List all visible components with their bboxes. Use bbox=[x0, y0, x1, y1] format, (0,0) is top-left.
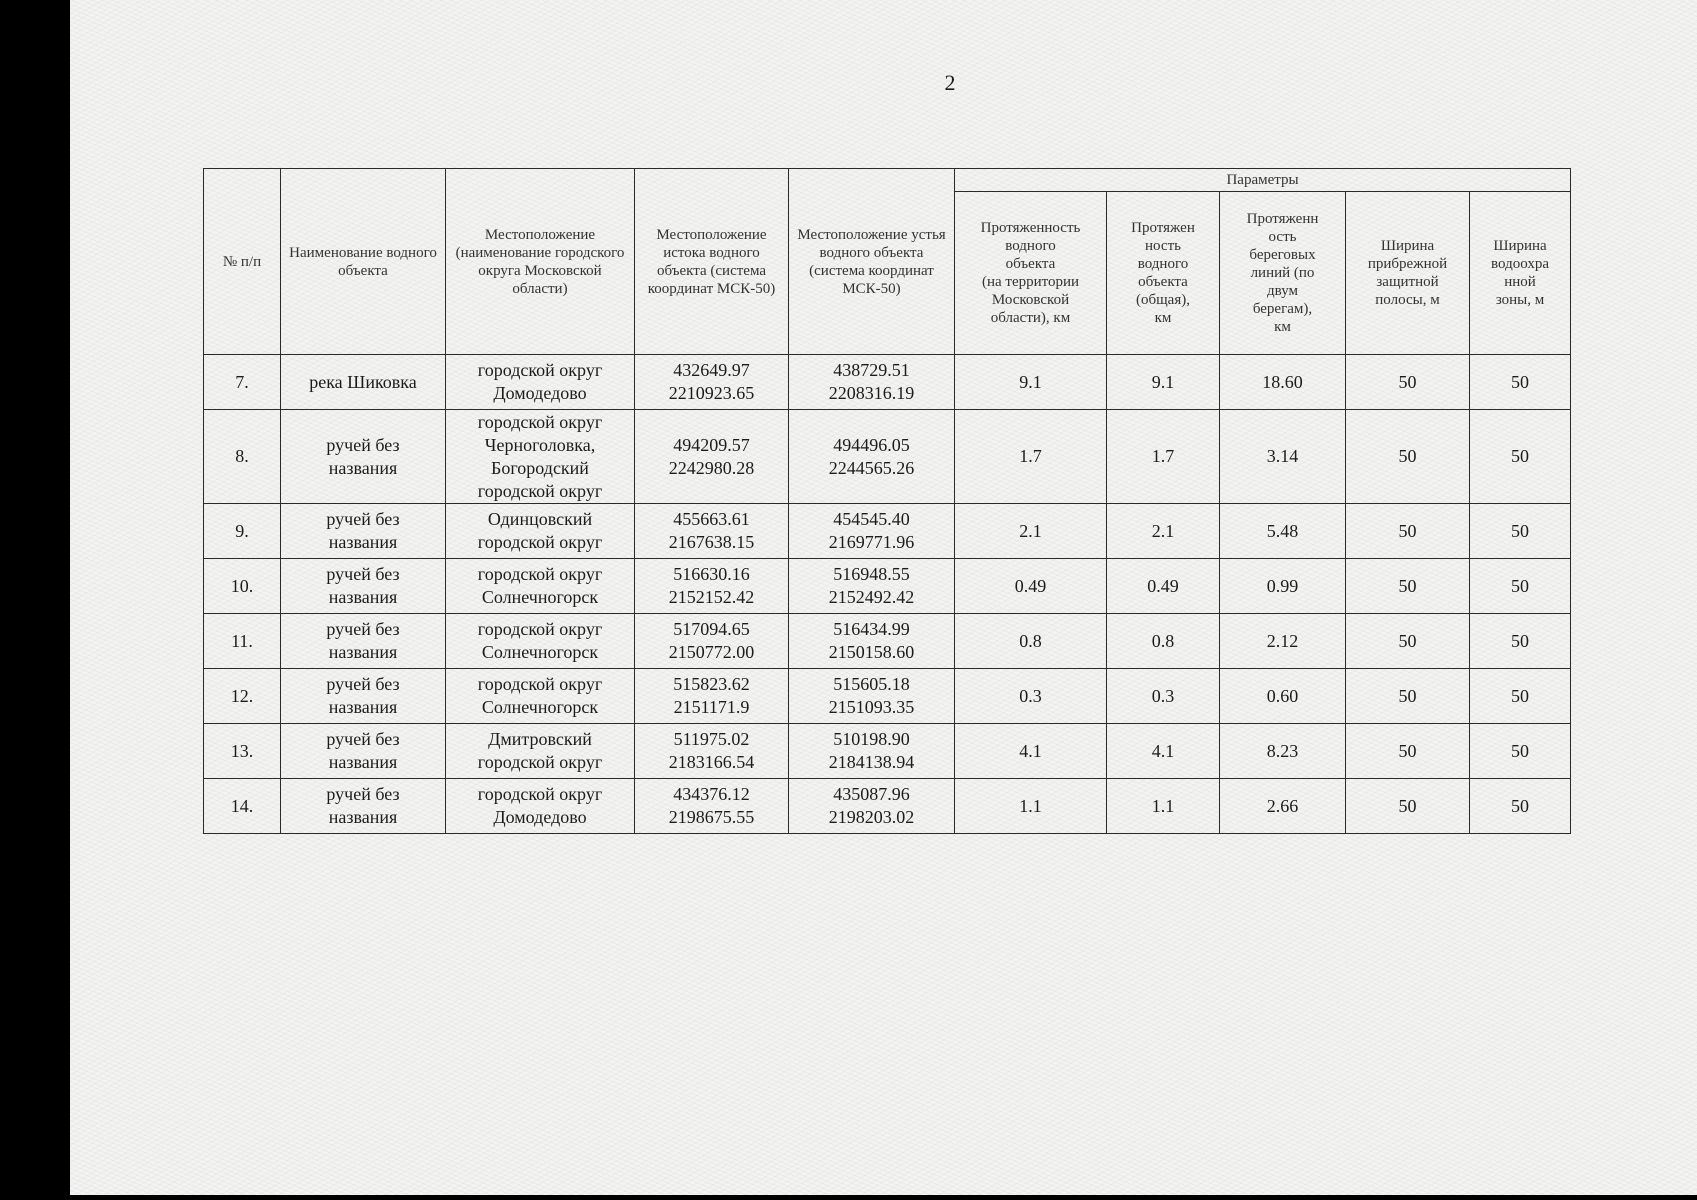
table-row bbox=[204, 614, 1571, 669]
cell-shoreline: 2.66 bbox=[1220, 779, 1346, 834]
cell-protection-zone: 50 bbox=[1470, 724, 1571, 779]
header-location: Местоположение (наименование городского округа Московской области) bbox=[446, 169, 635, 355]
cell-no: 7. bbox=[204, 355, 281, 410]
cell-length-total: 0.49 bbox=[1107, 559, 1220, 614]
cell-length-mo: 0.8 bbox=[955, 614, 1107, 669]
header-name: Наименование водного объекта bbox=[281, 169, 446, 355]
cell-length-total: 4.1 bbox=[1107, 724, 1220, 779]
cell-name: ручей без названия bbox=[281, 779, 446, 834]
cell-location: Дмитровский городской округ bbox=[446, 724, 635, 779]
cell-mouth: 516434.99 2150158.60 bbox=[789, 614, 955, 669]
cell-location: городской округ Солнечногорск bbox=[446, 614, 635, 669]
cell-source: 516630.16 2152152.42 bbox=[635, 559, 789, 614]
cell-length-mo: 4.1 bbox=[955, 724, 1107, 779]
cell-location: городской округ Домодедово bbox=[446, 779, 635, 834]
cell-coastal-strip: 50 bbox=[1346, 504, 1470, 559]
cell-name: ручей без названия bbox=[281, 410, 446, 504]
cell-length-total: 1.1 bbox=[1107, 779, 1220, 834]
page-number: 2 bbox=[944, 70, 956, 95]
table-row bbox=[204, 410, 1571, 504]
cell-no: 10. bbox=[204, 559, 281, 614]
cell-coastal-strip: 50 bbox=[1346, 614, 1470, 669]
cell-location: городской округ Домодедово bbox=[446, 355, 635, 410]
cell-no: 13. bbox=[204, 724, 281, 779]
header-mouth: Местоположение устья водного объекта (система координат МСК-50) bbox=[789, 169, 955, 355]
cell-name: ручей без названия bbox=[281, 559, 446, 614]
cell-length-mo: 0.3 bbox=[955, 669, 1107, 724]
table-row bbox=[204, 504, 1571, 559]
water-bodies-table bbox=[203, 168, 1571, 834]
cell-source: 434376.12 2198675.55 bbox=[635, 779, 789, 834]
cell-length-total: 9.1 bbox=[1107, 355, 1220, 410]
cell-length-mo: 0.49 bbox=[955, 559, 1107, 614]
cell-coastal-strip: 50 bbox=[1346, 355, 1470, 410]
table-row bbox=[204, 724, 1571, 779]
cell-protection-zone: 50 bbox=[1470, 355, 1571, 410]
cell-shoreline: 5.48 bbox=[1220, 504, 1346, 559]
cell-location: городской округ Солнечногорск bbox=[446, 559, 635, 614]
cell-no: 11. bbox=[204, 614, 281, 669]
cell-name: ручей без названия bbox=[281, 724, 446, 779]
header-length-mo: Протяженность водного объекта (на территории Московской области), км bbox=[955, 192, 1107, 355]
cell-mouth: 515605.18 2151093.35 bbox=[789, 669, 955, 724]
table-body bbox=[204, 355, 1571, 834]
cell-protection-zone: 50 bbox=[1470, 614, 1571, 669]
cell-source: 517094.65 2150772.00 bbox=[635, 614, 789, 669]
cell-mouth: 510198.90 2184138.94 bbox=[789, 724, 955, 779]
table-row bbox=[204, 669, 1571, 724]
cell-name: ручей без названия bbox=[281, 669, 446, 724]
cell-shoreline: 18.60 bbox=[1220, 355, 1346, 410]
cell-source: 515823.62 2151171.9 bbox=[635, 669, 789, 724]
cell-name: река Шиковка bbox=[281, 355, 446, 410]
cell-length-mo: 2.1 bbox=[955, 504, 1107, 559]
cell-length-total: 1.7 bbox=[1107, 410, 1220, 504]
cell-location: Одинцовский городской округ bbox=[446, 504, 635, 559]
cell-length-mo: 9.1 bbox=[955, 355, 1107, 410]
cell-shoreline: 0.60 bbox=[1220, 669, 1346, 724]
cell-mouth: 438729.51 2208316.19 bbox=[789, 355, 955, 410]
cell-mouth: 516948.55 2152492.42 bbox=[789, 559, 955, 614]
cell-length-total: 2.1 bbox=[1107, 504, 1220, 559]
cell-mouth: 435087.96 2198203.02 bbox=[789, 779, 955, 834]
cell-protection-zone: 50 bbox=[1470, 504, 1571, 559]
cell-coastal-strip: 50 bbox=[1346, 779, 1470, 834]
cell-shoreline: 3.14 bbox=[1220, 410, 1346, 504]
table-row bbox=[204, 559, 1571, 614]
cell-source: 455663.61 2167638.15 bbox=[635, 504, 789, 559]
cell-shoreline: 8.23 bbox=[1220, 724, 1346, 779]
cell-mouth: 494496.05 2244565.26 bbox=[789, 410, 955, 504]
cell-shoreline: 0.99 bbox=[1220, 559, 1346, 614]
cell-coastal-strip: 50 bbox=[1346, 410, 1470, 504]
cell-no: 8. bbox=[204, 410, 281, 504]
cell-protection-zone: 50 bbox=[1470, 779, 1571, 834]
cell-protection-zone: 50 bbox=[1470, 669, 1571, 724]
header-params-group: Параметры bbox=[955, 169, 1571, 192]
cell-location: городской округ Черноголовка, Богородский городской округ bbox=[446, 410, 635, 504]
cell-no: 9. bbox=[204, 504, 281, 559]
cell-no: 12. bbox=[204, 669, 281, 724]
cell-shoreline: 2.12 bbox=[1220, 614, 1346, 669]
header-length-total: Протяжен ность водного объекта (общая), км bbox=[1107, 192, 1220, 355]
cell-length-total: 0.3 bbox=[1107, 669, 1220, 724]
header-coastal-strip: Ширина прибрежной защитной полосы, м bbox=[1346, 192, 1470, 355]
cell-protection-zone: 50 bbox=[1470, 559, 1571, 614]
cell-name: ручей без названия bbox=[281, 614, 446, 669]
cell-coastal-strip: 50 bbox=[1346, 669, 1470, 724]
header-source: Местоположение истока водного объекта (система координат МСК-50) bbox=[635, 169, 789, 355]
header-no: № п/п bbox=[204, 169, 281, 355]
cell-source: 511975.02 2183166.54 bbox=[635, 724, 789, 779]
table-row bbox=[204, 355, 1571, 410]
cell-protection-zone: 50 bbox=[1470, 410, 1571, 504]
cell-length-mo: 1.1 bbox=[955, 779, 1107, 834]
cell-length-total: 0.8 bbox=[1107, 614, 1220, 669]
cell-name: ручей без названия bbox=[281, 504, 446, 559]
cell-no: 14. bbox=[204, 779, 281, 834]
cell-location: городской округ Солнечногорск bbox=[446, 669, 635, 724]
cell-coastal-strip: 50 bbox=[1346, 724, 1470, 779]
cell-source: 494209.57 2242980.28 bbox=[635, 410, 789, 504]
cell-length-mo: 1.7 bbox=[955, 410, 1107, 504]
cell-mouth: 454545.40 2169771.96 bbox=[789, 504, 955, 559]
header-shoreline: Протяженн ость береговых линий (по двум берегам), км bbox=[1220, 192, 1346, 355]
cell-source: 432649.97 2210923.65 bbox=[635, 355, 789, 410]
header-protection-zone: Ширина водоохра нной зоны, м bbox=[1470, 192, 1571, 355]
table-header bbox=[204, 169, 1571, 355]
table-row bbox=[204, 779, 1571, 834]
cell-coastal-strip: 50 bbox=[1346, 559, 1470, 614]
